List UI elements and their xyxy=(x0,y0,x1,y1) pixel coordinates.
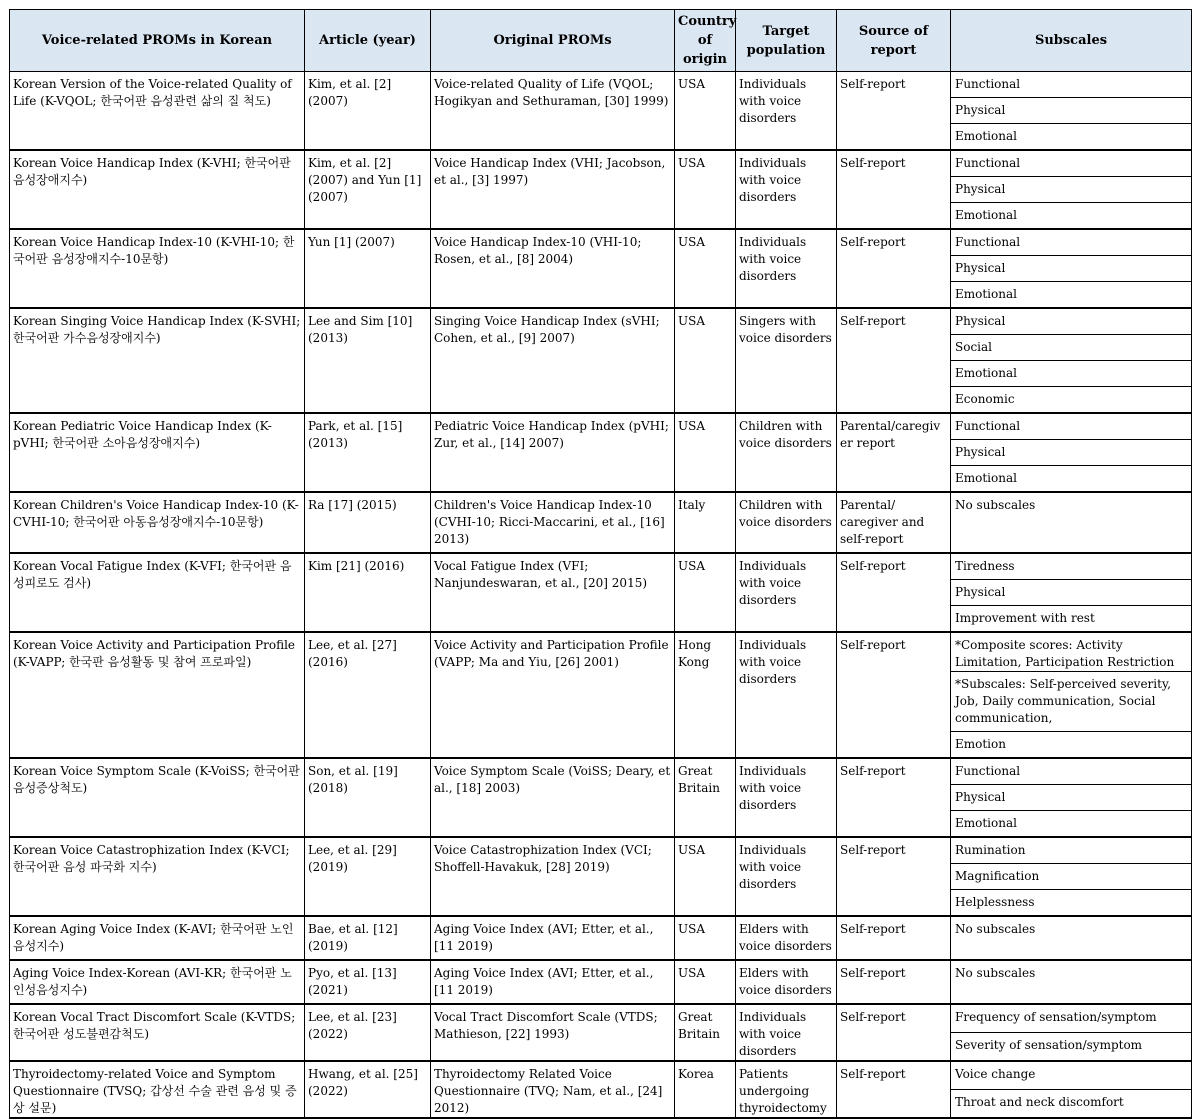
table-cell-subscale: Physical xyxy=(951,580,1192,606)
table-row xyxy=(10,72,1192,98)
table-cell-article: Son, et al. [19] (2018) xyxy=(305,758,431,837)
table-cell-source: Self-report xyxy=(837,916,951,960)
table-cell-article: Kim, et al. [2] (2007) and Yun [1] (2007) xyxy=(305,150,431,229)
table-cell-subscale: Emotional xyxy=(951,124,1192,151)
table-cell-original: Vocal Tract Discomfort Scale (VTDS; Mathieson, [22] 1993) xyxy=(431,1004,675,1061)
header-row xyxy=(10,10,1192,72)
table-cell-article: Lee, et al. [23] (2022) xyxy=(305,1004,431,1061)
table-cell-country: Great Britain xyxy=(675,1004,736,1061)
table-cell-article: Lee and Sim [10] (2013) xyxy=(305,308,431,413)
table-cell-original: Voice Activity and Participation Profile (VAPP; Ma and Yiu, [26] 2001) xyxy=(431,632,675,758)
table-cell-subscale: Emotional xyxy=(951,361,1192,387)
table-cell-original: Voice Handicap Index-10 (VHI-10; Rosen, et al., [8] 2004) xyxy=(431,229,675,308)
table-cell-population: Children with voice disorders xyxy=(736,413,837,492)
table-cell-prom: Korean Aging Voice Index (K-AVI; 한국어판 노인음성지수) xyxy=(10,916,305,960)
table-cell-subscale: Physical xyxy=(951,98,1192,124)
table-cell-subscale: Tiredness xyxy=(951,553,1192,580)
table-row xyxy=(10,229,1192,256)
table-cell-source: Self-report xyxy=(837,632,951,758)
table-cell-original: Voice Handicap Index (VHI; Jacobson, et al., [3] 1997) xyxy=(431,150,675,229)
table-cell-country: Italy xyxy=(675,492,736,553)
table-row xyxy=(10,1004,1192,1033)
table-cell-source: Self-report xyxy=(837,1004,951,1061)
header-original: Original PROMs xyxy=(431,10,675,72)
table-cell-prom: Korean Pediatric Voice Handicap Index (K-pVHI; 한국어판 소아음성장애지수) xyxy=(10,413,305,492)
table-cell-prom: Korean Voice Activity and Participation Profile (K-VAPP; 한국판 음성활동 및 참여 프로파일) xyxy=(10,632,305,758)
table-row xyxy=(10,837,1192,864)
table-cell-subscale: Emotional xyxy=(951,282,1192,309)
table-cell-country: Hong Kong xyxy=(675,632,736,758)
table-cell-article: Kim [21] (2016) xyxy=(305,553,431,632)
table-cell-prom: Korean Version of the Voice-related Quality of Life (K-VQOL; 한국어판 음성관련 삶의 질 척도) xyxy=(10,72,305,151)
table-cell-subscale: Physical xyxy=(951,785,1192,811)
table-cell-subscale: Magnification xyxy=(951,864,1192,890)
table-cell-subscale: Emotion xyxy=(951,732,1192,759)
table-cell-original: Vocal Fatigue Index (VFI; Nanjundeswaran, et al., [20] 2015) xyxy=(431,553,675,632)
table-cell-subscale: Helplessness xyxy=(951,890,1192,917)
table-row xyxy=(10,632,1192,672)
table-cell-article: Lee, et al. [29] (2019) xyxy=(305,837,431,916)
table-cell-subscale: Emotional xyxy=(951,811,1192,838)
table-cell-source: Self-report xyxy=(837,553,951,632)
table-cell-source: Self-report xyxy=(837,837,951,916)
table-cell-original: Aging Voice Index (AVI; Etter, et al., [11 2019) xyxy=(431,916,675,960)
table-cell-subscale: *Composite scores: Activity Limitation, Participation Restriction xyxy=(951,632,1192,672)
table-cell-source: Self-report xyxy=(837,72,951,151)
table-cell-source: Self-report xyxy=(837,229,951,308)
table-cell-subscale: Functional xyxy=(951,413,1192,440)
table-cell-subscale: Functional xyxy=(951,72,1192,98)
table-cell-population: Individuals with voice disorders xyxy=(736,837,837,916)
table-cell-subscale: No subscales xyxy=(951,916,1192,960)
table-cell-prom: Korean Vocal Fatigue Index (K-VFI; 한국어판 음성피로도 검사) xyxy=(10,553,305,632)
table-cell-original: Voice Symptom Scale (VoiSS; Deary, et al., [18] 2003) xyxy=(431,758,675,837)
table-cell-original: Voice-related Quality of Life (VQOL; Hogikyan and Sethuraman, [30] 1999) xyxy=(431,72,675,151)
table-cell-population: Singers with voice disorders xyxy=(736,308,837,413)
table-row xyxy=(10,413,1192,440)
table-cell-article: Kim, et al. [2] (2007) xyxy=(305,72,431,151)
table-cell-source: Self-report xyxy=(837,960,951,1004)
table-cell-original: Thyroidectomy Related Voice Questionnaire (TVQ; Nam, et al., [24] 2012) xyxy=(431,1061,675,1118)
header-article: Article (year) xyxy=(305,10,431,72)
table-cell-subscale: No subscales xyxy=(951,960,1192,1004)
header-country: Country of origin xyxy=(675,10,736,72)
table-cell-population: Individuals with voice disorders xyxy=(736,150,837,229)
table-cell-article: Yun [1] (2007) xyxy=(305,229,431,308)
table-cell-country: USA xyxy=(675,837,736,916)
table-cell-subscale: Improvement with rest xyxy=(951,606,1192,633)
table-cell-population: Individuals with voice disorders xyxy=(736,758,837,837)
table-cell-source: Self-report xyxy=(837,1061,951,1118)
table-cell-article: Lee, et al. [27] (2016) xyxy=(305,632,431,758)
table-cell-prom: Korean Singing Voice Handicap Index (K-SVHI; 한국어판 가수음성장애지수) xyxy=(10,308,305,413)
table-cell-source: Self-report xyxy=(837,308,951,413)
table-cell-subscale: *Subscales: Self-perceived severity, Job, Daily communication, Social communication, xyxy=(951,672,1192,732)
table-cell-article: Hwang, et al. [25] (2022) xyxy=(305,1061,431,1118)
table-cell-subscale: Throat and neck discomfort xyxy=(951,1090,1192,1119)
table-cell-source: Self-report xyxy=(837,758,951,837)
table-cell-population: Individuals with voice disorders xyxy=(736,229,837,308)
table-cell-country: USA xyxy=(675,413,736,492)
table-row xyxy=(10,150,1192,177)
table-cell-subscale: No subscales xyxy=(951,492,1192,553)
table-cell-prom: Korean Vocal Tract Discomfort Scale (K-VTDS; 한국어판 성도불편감척도) xyxy=(10,1004,305,1061)
table-cell-prom: Korean Voice Symptom Scale (K-VoiSS; 한국어판 음성증상척도) xyxy=(10,758,305,837)
table-cell-population: Patients undergoing thyroidectomy xyxy=(736,1061,837,1118)
table-cell-country: USA xyxy=(675,150,736,229)
table-cell-subscale: Voice change xyxy=(951,1061,1192,1090)
table-cell-country: USA xyxy=(675,72,736,151)
table-cell-subscale: Frequency of sensation/symptom xyxy=(951,1004,1192,1033)
table-cell-country: Great Britain xyxy=(675,758,736,837)
table-row xyxy=(10,916,1192,960)
header-population: Target population xyxy=(736,10,837,72)
table-cell-original: Aging Voice Index (AVI; Etter, et al., [11 2019) xyxy=(431,960,675,1004)
table-row xyxy=(10,553,1192,580)
table-cell-article: Pyo, et al. [13] (2021) xyxy=(305,960,431,1004)
table-row xyxy=(10,758,1192,785)
table-cell-prom: Thyroidectomy-related Voice and Symptom Questionnaire (TVSQ; 갑상선 수술 관련 음성 및 증상 설문) xyxy=(10,1061,305,1118)
table-cell-population: Individuals with voice disorders xyxy=(736,72,837,151)
table-cell-original: Pediatric Voice Handicap Index (pVHI; Zur, et al., [14] 2007) xyxy=(431,413,675,492)
table-cell-country: USA xyxy=(675,916,736,960)
table-cell-country: USA xyxy=(675,960,736,1004)
table-cell-article: Bae, et al. [12] (2019) xyxy=(305,916,431,960)
table-cell-country: USA xyxy=(675,308,736,413)
table-cell-article: Park, et al. [15] (2013) xyxy=(305,413,431,492)
table-cell-subscale: Severity of sensation/symptom xyxy=(951,1033,1192,1062)
table-cell-subscale: Economic xyxy=(951,387,1192,414)
proms-table xyxy=(9,9,1192,1119)
table-cell-population: Individuals with voice disorders xyxy=(736,1004,837,1061)
table-cell-subscale: Rumination xyxy=(951,837,1192,864)
table-body xyxy=(10,72,1192,1119)
table-cell-subscale: Physical xyxy=(951,440,1192,466)
table-cell-subscale: Physical xyxy=(951,256,1192,282)
table-cell-source: Parental/caregiver report xyxy=(837,413,951,492)
table-cell-subscale: Functional xyxy=(951,758,1192,785)
table-cell-original: Children's Voice Handicap Index-10 (CVHI-10; Ricci-Maccarini, et al., [16] 2013) xyxy=(431,492,675,553)
table-row xyxy=(10,308,1192,335)
table-cell-subscale: Emotional xyxy=(951,203,1192,230)
table-row xyxy=(10,492,1192,553)
table-cell-original: Singing Voice Handicap Index (sVHI; Cohen, et al., [9] 2007) xyxy=(431,308,675,413)
table-cell-prom: Korean Voice Handicap Index-10 (K-VHI-10; 한국어판 음성장애지수-10문항) xyxy=(10,229,305,308)
table-cell-subscale: Social xyxy=(951,335,1192,361)
proms-table-container xyxy=(9,9,1192,1119)
table-cell-subscale: Physical xyxy=(951,308,1192,335)
table-cell-prom: Korean Children's Voice Handicap Index-10 (K-CVHI-10; 한국어판 아동음성장애지수-10문항) xyxy=(10,492,305,553)
table-cell-source: Parental/ caregiver and self-report xyxy=(837,492,951,553)
table-cell-prom: Aging Voice Index-Korean (AVI-KR; 한국어판 노인성음성지수) xyxy=(10,960,305,1004)
header-prom: Voice-related PROMs in Korean xyxy=(10,10,305,72)
table-cell-subscale: Physical xyxy=(951,177,1192,203)
table-cell-country: Korea xyxy=(675,1061,736,1118)
table-cell-population: Individuals with voice disorders xyxy=(736,632,837,758)
table-cell-subscale: Emotional xyxy=(951,466,1192,493)
table-cell-prom: Korean Voice Handicap Index (K-VHI; 한국어판 음성장애지수) xyxy=(10,150,305,229)
table-cell-population: Children with voice disorders xyxy=(736,492,837,553)
table-cell-population: Elders with voice disorders xyxy=(736,960,837,1004)
table-cell-population: Elders with voice disorders xyxy=(736,916,837,960)
table-cell-population: Individuals with voice disorders xyxy=(736,553,837,632)
table-cell-subscale: Functional xyxy=(951,150,1192,177)
header-source: Source of report xyxy=(837,10,951,72)
table-row xyxy=(10,960,1192,1004)
table-cell-article: Ra [17] (2015) xyxy=(305,492,431,553)
table-cell-prom: Korean Voice Catastrophization Index (K-VCI; 한국어판 음성 파국화 지수) xyxy=(10,837,305,916)
table-row xyxy=(10,1061,1192,1090)
table-cell-source: Self-report xyxy=(837,150,951,229)
table-cell-country: USA xyxy=(675,229,736,308)
table-cell-country: USA xyxy=(675,553,736,632)
header-subscales: Subscales xyxy=(951,10,1192,72)
table-cell-original: Voice Catastrophization Index (VCI; Shoffell-Havakuk, [28] 2019) xyxy=(431,837,675,916)
table-cell-subscale: Functional xyxy=(951,229,1192,256)
